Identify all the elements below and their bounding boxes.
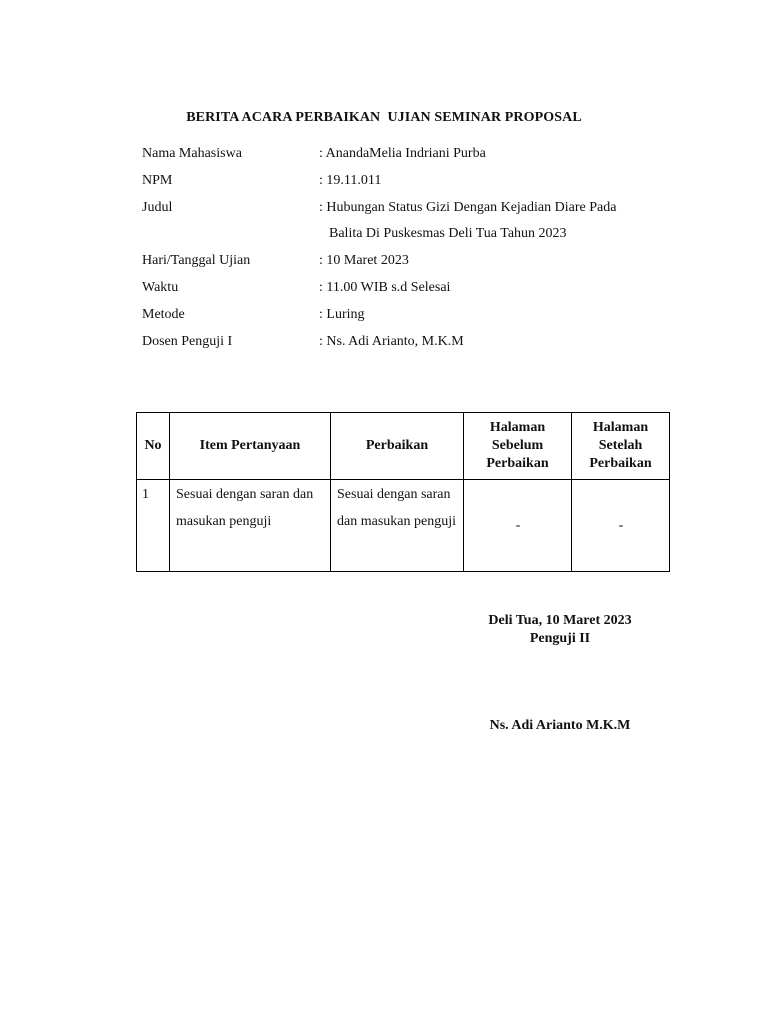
info-value: : AnandaMelia Indriani Purba — [319, 146, 486, 161]
info-value: : 11.00 WIB s.d Selesai — [319, 279, 451, 295]
table-row — [137, 480, 670, 572]
info-value: : Hubungan Status Gizi Dengan Kejadian Diare Pada — [319, 199, 617, 215]
info-label: Dosen Penguji I — [142, 333, 233, 349]
info-label: Metode — [142, 306, 185, 322]
document-title: BERITA ACARA PERBAIKAN UJIAN SEMINAR PROPOSAL — [186, 110, 582, 125]
revision-table — [136, 412, 670, 572]
signature-name: Ns. Adi Arianto M.K.M — [489, 718, 631, 733]
signature-place-date: Deli Tua, 10 Maret 2023 — [488, 613, 632, 628]
info-value: : 19.11.011 — [319, 172, 382, 188]
header-item-pertanyaan: Item Pertanyaan — [170, 413, 331, 480]
table-header-row — [137, 413, 670, 480]
info-value: Balita Di Puskesmas Deli Tua Tahun 2023 — [329, 226, 567, 242]
cell-halaman-setelah: - — [572, 480, 670, 572]
header-perbaikan: Perbaikan — [331, 413, 464, 480]
info-label: Nama Mahasiswa — [142, 146, 242, 161]
cell-no: 1 — [137, 480, 170, 572]
header-halaman-sebelum: Halaman Sebelum Perbaikan — [464, 413, 572, 480]
info-value: : 10 Maret 2023 — [319, 253, 409, 269]
cell-item-pertanyaan: Sesuai dengan saran dan masukan penguji — [170, 480, 331, 572]
info-value: : Ns. Adi Arianto, M.K.M — [319, 333, 464, 349]
info-label: Judul — [142, 199, 173, 215]
cell-perbaikan: Sesuai dengan saran dan masukan penguji — [331, 480, 464, 572]
signature-role: Penguji II — [529, 631, 591, 646]
info-label: NPM — [142, 172, 173, 188]
cell-halaman-sebelum: - — [464, 480, 572, 572]
header-halaman-setelah: Halaman Setelah Perbaikan — [572, 413, 670, 480]
header-no: No — [137, 413, 170, 480]
info-label: Hari/Tanggal Ujian — [142, 253, 251, 269]
info-value: : Luring — [319, 306, 365, 322]
info-label: Waktu — [142, 279, 179, 295]
